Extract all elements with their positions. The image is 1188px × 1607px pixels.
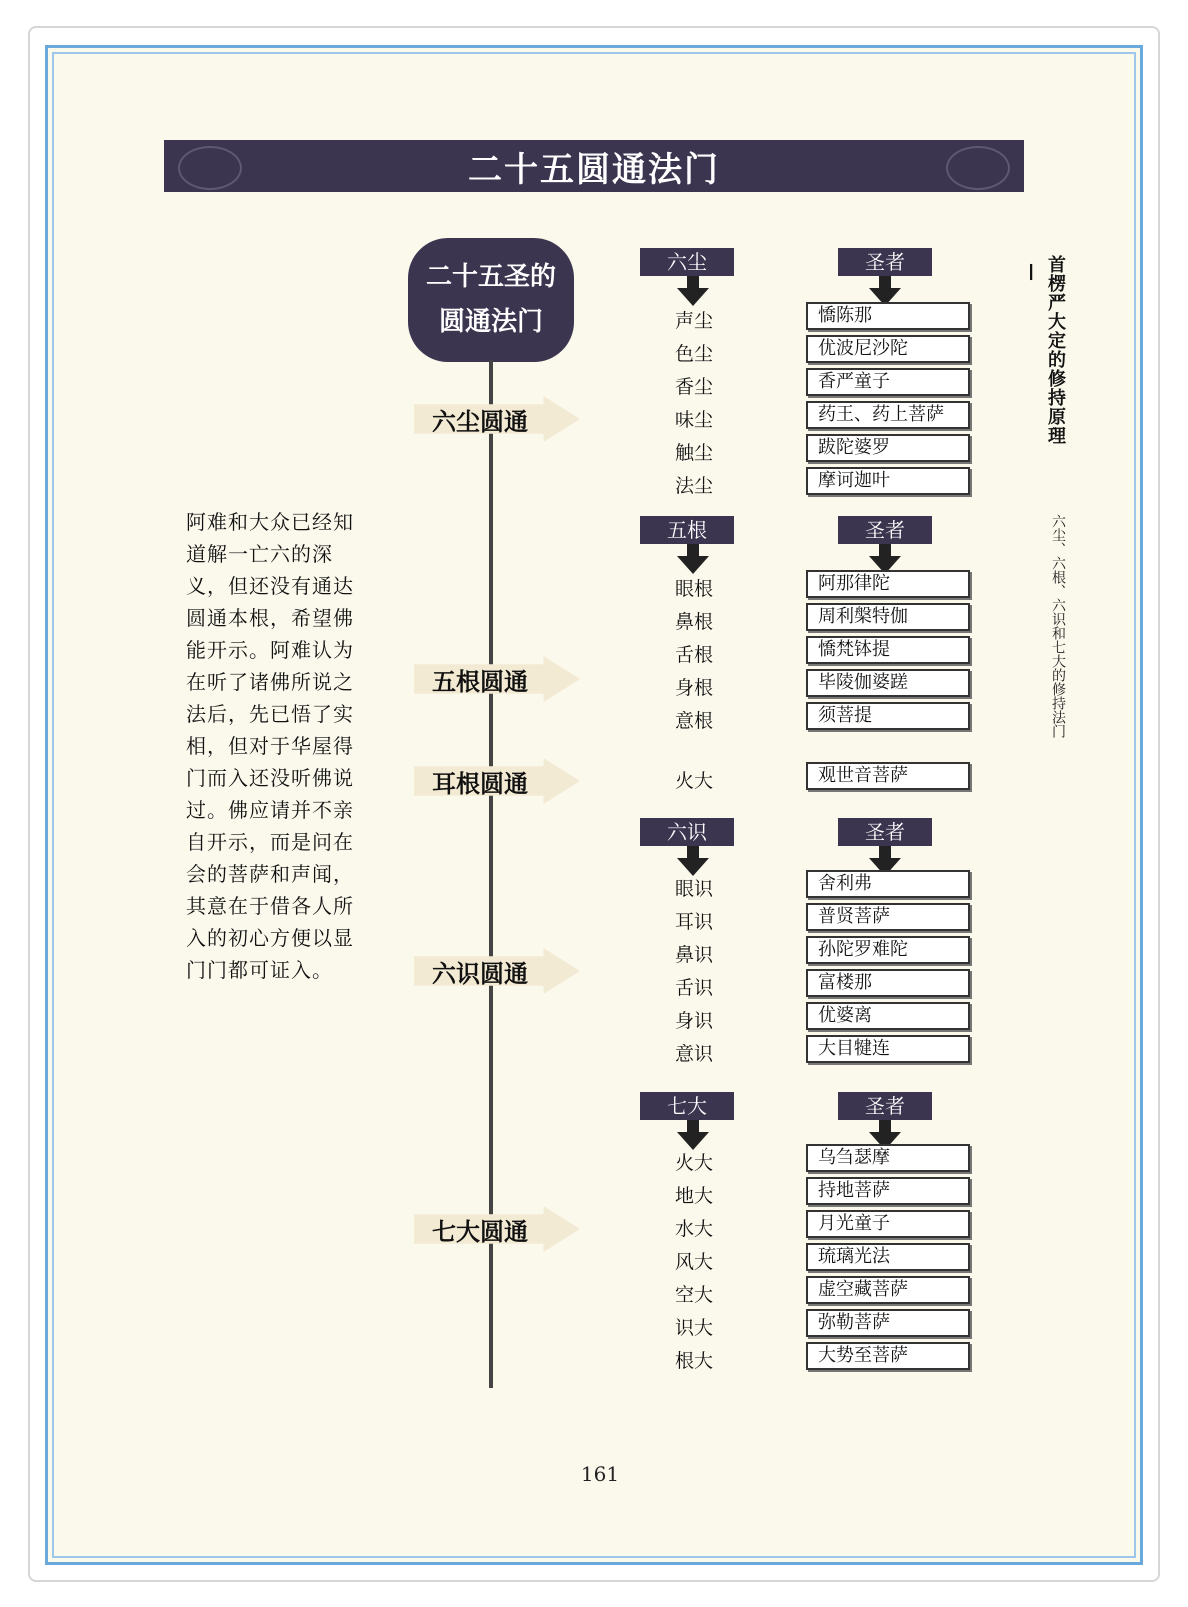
saint-box: 周利槃特伽	[806, 603, 970, 631]
side-dash: —	[1021, 263, 1042, 282]
branch-label: 耳根圆通	[432, 770, 528, 798]
side-subtitle: 六尘、六根、六识和七大的修持法门	[1050, 514, 1066, 738]
header-seven-elements: 七大	[640, 1092, 734, 1120]
saint-box: 憍梵钵提	[806, 636, 970, 664]
header-saints: 圣者	[838, 1092, 932, 1120]
down-arrow-icon	[677, 556, 709, 574]
saint-box: 毕陵伽婆蹉	[806, 669, 970, 697]
saint-box: 摩诃迦叶	[806, 467, 970, 495]
list-item: 眼识	[674, 878, 713, 900]
main-label-badge	[408, 238, 574, 362]
branch-label: 六尘圆通	[432, 408, 528, 436]
branch-six-dust	[414, 396, 594, 442]
list-item: 火大	[674, 1152, 713, 1174]
list-item: 火大	[674, 770, 713, 792]
down-arrow-icon	[677, 288, 709, 306]
branch-label: 六识圆通	[432, 960, 528, 988]
page-title: 二十五圆通法门	[468, 149, 720, 190]
saint-box: 优波尼沙陀	[806, 335, 970, 363]
branch-seven-elements	[414, 1206, 594, 1252]
description-text: 阿难和大众已经知道解一亡六的深义，但还没有通达圆通本根，希望佛能开示。阿难认为在听了诸佛所说之法后，先已悟了实相，但对于华屋得门而入还没听佛说过。佛应请并不亲自开示，而是问在会的菩萨和声闻，其意在于借各人所入的初心方便以显门门都可证入。	[186, 510, 354, 982]
list-item: 身识	[674, 1010, 713, 1032]
list-item: 声尘	[674, 310, 713, 332]
title-banner	[164, 140, 1024, 192]
saint-box: 优婆离	[806, 1002, 970, 1030]
list-item: 地大	[674, 1185, 713, 1207]
saint-box: 琉璃光法	[806, 1243, 970, 1271]
branch-six-consciousness	[414, 948, 594, 994]
branch-five-roots	[414, 656, 594, 702]
saint-box: 大目犍连	[806, 1035, 970, 1063]
header-saints: 圣者	[838, 516, 932, 544]
cloud-ornament-left	[178, 146, 242, 190]
saint-box: 普贤菩萨	[806, 903, 970, 931]
list-item: 眼根	[674, 578, 713, 600]
list-item: 身根	[674, 677, 713, 699]
list-item: 味尘	[674, 409, 713, 431]
saint-box: 乌刍瑟摩	[806, 1144, 970, 1172]
list-item: 法尘	[674, 475, 713, 497]
branch-ear-root	[414, 758, 594, 804]
saint-box: 憍陈那	[806, 302, 970, 330]
list-item: 意识	[674, 1043, 713, 1065]
header-six-dust: 六尘	[640, 248, 734, 276]
header-saints: 圣者	[838, 818, 932, 846]
list-item: 意根	[674, 710, 713, 732]
saint-box: 虚空藏菩萨	[806, 1276, 970, 1304]
list-item: 识大	[674, 1317, 713, 1339]
list-item: 色尘	[674, 343, 713, 365]
page-number: 161	[580, 1462, 620, 1486]
saint-box: 香严童子	[806, 368, 970, 396]
saint-box: 药王、药上菩萨	[806, 401, 970, 429]
list-item: 触尘	[674, 442, 713, 464]
list-item: 耳识	[674, 911, 713, 933]
main-label-line1: 二十五圣的	[425, 261, 556, 292]
saint-box: 须菩提	[806, 702, 970, 730]
list-item: 水大	[674, 1218, 713, 1240]
branch-label: 五根圆通	[432, 668, 528, 696]
cloud-ornament-right	[946, 146, 1010, 190]
list-item: 风大	[674, 1251, 713, 1273]
header-six-consciousness: 六识	[640, 818, 734, 846]
saint-box: 观世音菩萨	[806, 762, 970, 790]
branch-label: 七大圆通	[432, 1218, 528, 1246]
saint-box: 月光童子	[806, 1210, 970, 1238]
main-label-line2: 圆通法门	[438, 307, 543, 337]
side-title: 首楞严大定的修持原理	[1045, 255, 1066, 445]
saint-box: 跋陀婆罗	[806, 434, 970, 462]
saint-box: 大势至菩萨	[806, 1342, 970, 1370]
side-running-title	[1021, 255, 1068, 445]
list-item: 舌根	[674, 644, 713, 666]
header-five-roots: 五根	[640, 516, 734, 544]
list-item: 鼻根	[674, 611, 713, 633]
list-item: 舌识	[674, 977, 713, 999]
saint-box: 孙陀罗难陀	[806, 936, 970, 964]
saint-box: 舍利弗	[806, 870, 970, 898]
list-item: 鼻识	[674, 944, 713, 966]
saint-box: 持地菩萨	[806, 1177, 970, 1205]
list-item: 香尘	[674, 376, 713, 398]
list-item: 空大	[674, 1284, 713, 1306]
header-saints: 圣者	[838, 248, 932, 276]
saint-box: 富楼那	[806, 969, 970, 997]
saint-box: 阿那律陀	[806, 570, 970, 598]
list-item: 根大	[674, 1350, 713, 1372]
saint-box: 弥勒菩萨	[806, 1309, 970, 1337]
